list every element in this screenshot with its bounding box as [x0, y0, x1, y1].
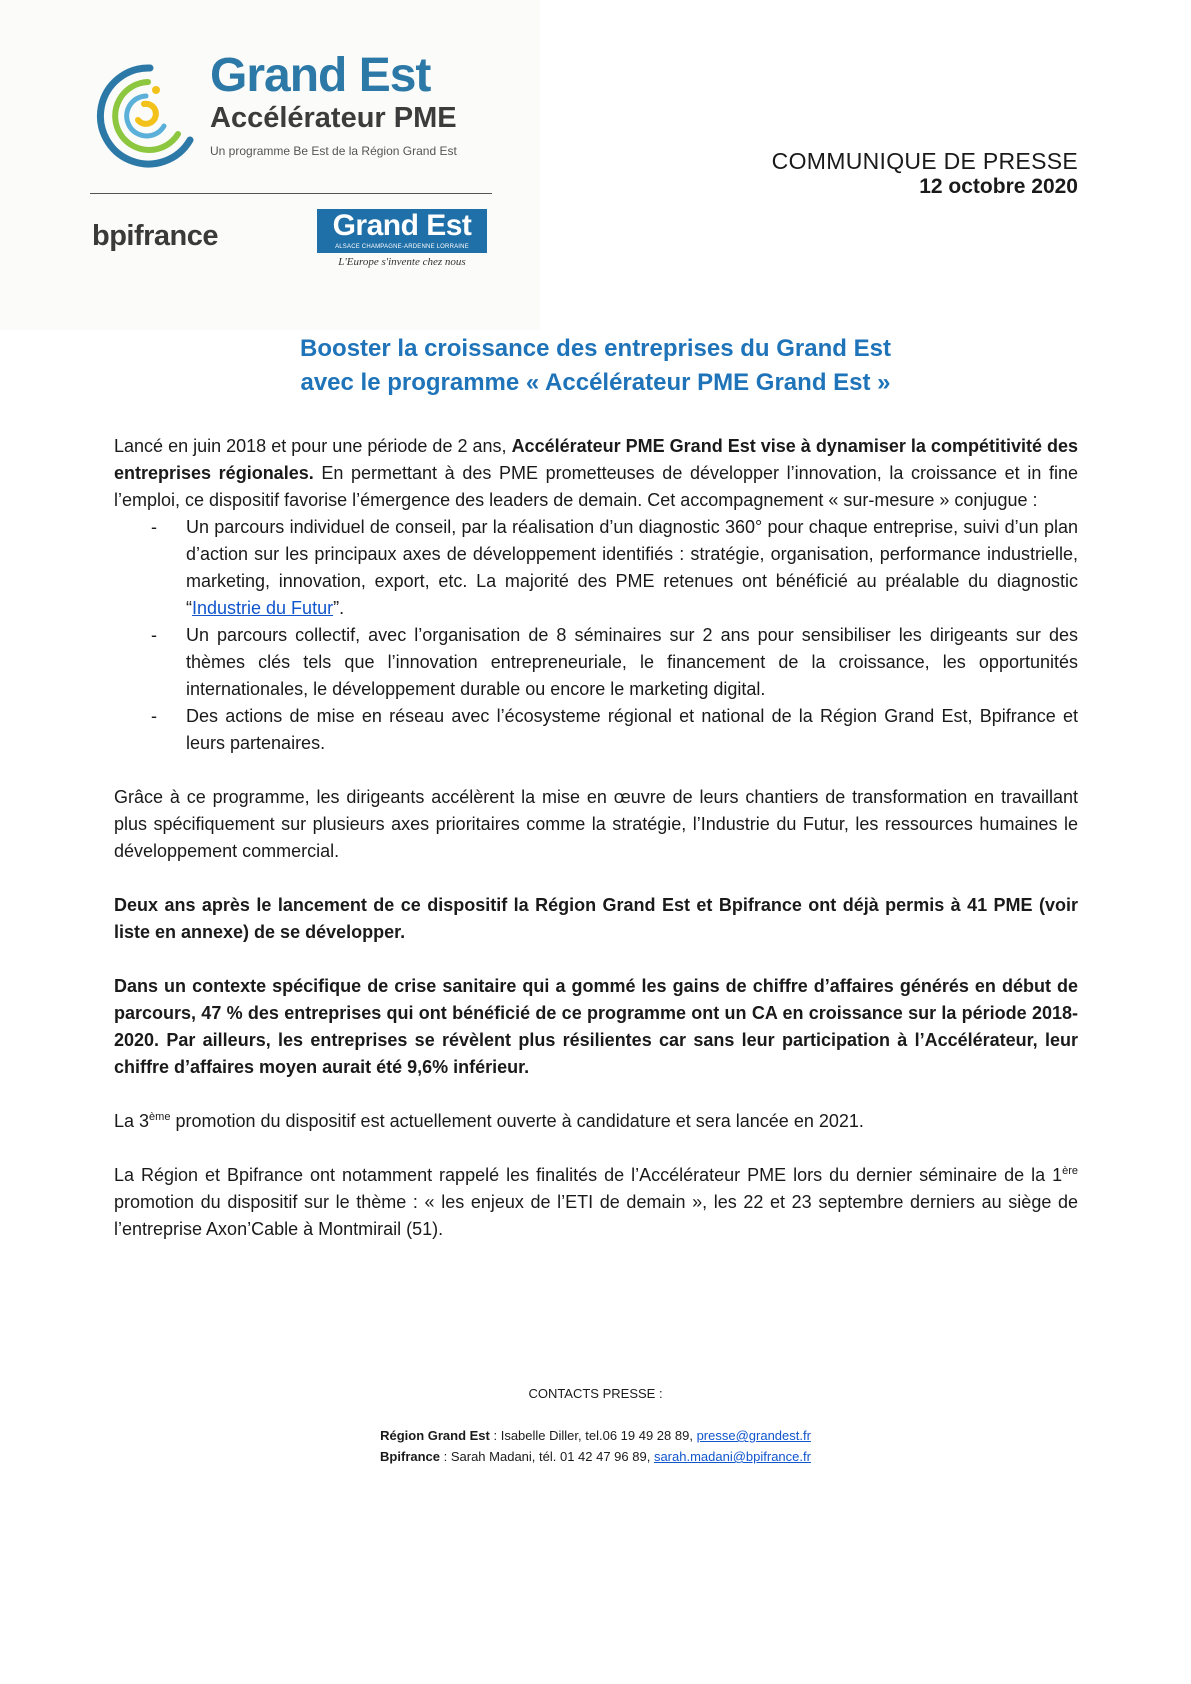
bpifrance-logo: bpifrance [92, 220, 219, 252]
contexte-bold: Dans un contexte spécifique de crise sanitaire qui a gommé les gains de chiffre d’affaires générés en début de parcours, 47 % des entreprises qui ont bénéficié de ce programme ont un CA en croissance sur la période 2018-2020. Par ailleurs, les entreprises se révèlent plus résilientes car sans leur participation à l’Accélérateur, leur chiffre d’affaires moyen aurait été 9,6% inférieur. [114, 976, 1078, 1077]
logo-header [0, 0, 540, 330]
press-date: 12 octobre 2020 [919, 175, 1078, 198]
contact-bpi-label: Bpifrance [380, 1449, 441, 1464]
program-bullet-list [114, 514, 1078, 757]
press-body [114, 433, 1078, 1243]
region-logo-box [317, 209, 487, 253]
region-text-a: La Région et Bpifrance ont notamment rappelé les finalités de l’Accélérateur PME lors du dernier séminaire de la 1 [114, 1165, 1063, 1185]
intro-paragraph [114, 433, 1078, 514]
headline [0, 332, 1191, 400]
industrie-du-futur-link[interactable]: Industrie du Futur [192, 598, 334, 618]
intro-bold: Accélérateur PME Grand Est vise à dynamiser la compétitivité des entreprises régionales. [114, 436, 1078, 483]
region-sup: ère [1062, 1165, 1078, 1177]
region-grand-est-logo [317, 209, 487, 268]
contexte-paragraph [114, 973, 1078, 1081]
contact-region-text: : Isabelle Diller, tel.06 19 49 28 89, [489, 1428, 697, 1443]
region-logo-title: Grand Est [332, 209, 472, 242]
region-paragraph [114, 1162, 1078, 1243]
headline-line-1: Booster la croissance des entreprises du Grand Est [300, 335, 891, 362]
intro-text-1: Lancé en juin 2018 et pour une période de 2 ans, [114, 436, 512, 456]
promotion-paragraph [114, 1108, 1078, 1135]
swirl-logo-icon [90, 48, 200, 168]
contact-region-label: Région Grand Est [380, 1428, 490, 1443]
accelerator-subtitle: Accélérateur PME [210, 102, 457, 134]
grace-paragraph: Grâce à ce programme, les dirigeants accélèrent la mise en œuvre de leurs chantiers de transformation en travaillant plus spécifiquement sur plusieurs axes prioritaires comme la stratégie, l’Industrie du Futur, les ressources humaines le développement commercial. [114, 787, 1078, 861]
accelerateur-pme-logo [90, 48, 490, 176]
bullet-1-text: Un parcours individuel de conseil, par la réalisation d’un diagnostic 360° pour chaque entreprise, suivi d’un plan d’action sur les principaux axes de développement identifiés : stratégie, organisation, performance industrielle, marketing, innovation, export, etc. La majorité des PME retenues ont bénéficié au préalable du diagnostic “ [186, 517, 1078, 618]
contact-region [0, 1425, 1191, 1446]
region-text-b: promotion du dispositif sur le thème : « les enjeux de l’ETI de demain », les 22 et 23 septembre derniers au siège de l’entreprise Axon’Cable à Montmirail (51). [114, 1192, 1078, 1239]
deux-ans-paragraph [114, 892, 1078, 946]
contact-bpi-email-link[interactable]: sarah.madani@bpifrance.fr [653, 1449, 811, 1464]
deux-ans-bold: Deux ans après le lancement de ce dispositif la Région Grand Est et Bpifrance ont déjà permis à 41 PME (voir liste en annexe) de se développer. [114, 895, 1078, 942]
press-contacts [0, 1383, 1191, 1467]
accelerator-tagline: Un programme Be Est de la Région Grand Est [210, 144, 457, 158]
region-logo-subtitle: ALSACE CHAMPAGNE-ARDENNE LORRAINE [335, 244, 469, 250]
contact-bpi-text: : Sarah Madani, tél. 01 42 47 96 89, [440, 1449, 654, 1464]
contact-region-email-link[interactable]: presse@grandest.fr [696, 1428, 811, 1443]
bullet-1-end: ”. [333, 598, 345, 618]
press-title: COMMUNIQUE DE PRESSE [771, 148, 1078, 174]
bullet-item-collectif: - Un parcours collectif, avec l’organisation de 8 séminaires sur 2 ans pour sensibiliser les dirigeants sur des thèmes clés tels que l’innovation entrepreneuriale, le financement de la croissance, les opportunités internationales, le développement durable ou encore le marketing digital. [114, 622, 1078, 703]
contacts-title: CONTACTS PRESSE : [528, 1386, 663, 1401]
accelerator-title: Grand Est [210, 49, 431, 102]
promotion-sup: ème [149, 1111, 171, 1123]
intro-text-2: En permettant à des PME prometteuses de développer l’innovation, la croissance et in fine l’emploi, ce dispositif favorise l’émergence des leaders de demain. Cet accompagnement « sur-mesure » conjugue : [114, 463, 1078, 510]
logo-divider [90, 193, 492, 194]
bullet-item-reseau: - Des actions de mise en réseau avec l’écosysteme régional et national de la Région Grand Est, Bpifrance et leurs partenaires. [114, 703, 1078, 757]
press-header [772, 148, 1078, 200]
promotion-text-b: promotion du dispositif est actuellement ouverte à candidature et sera lancée en 2021. [170, 1111, 864, 1131]
headline-line-2: avec le programme « Accélérateur PME Grand Est » [300, 369, 891, 396]
contact-bpi [0, 1446, 1191, 1467]
promotion-text-a: La 3 [114, 1111, 150, 1131]
region-logo-tagline: L'Europe s'invente chez nous [338, 256, 466, 268]
bullet-item-individuel [114, 514, 1078, 622]
